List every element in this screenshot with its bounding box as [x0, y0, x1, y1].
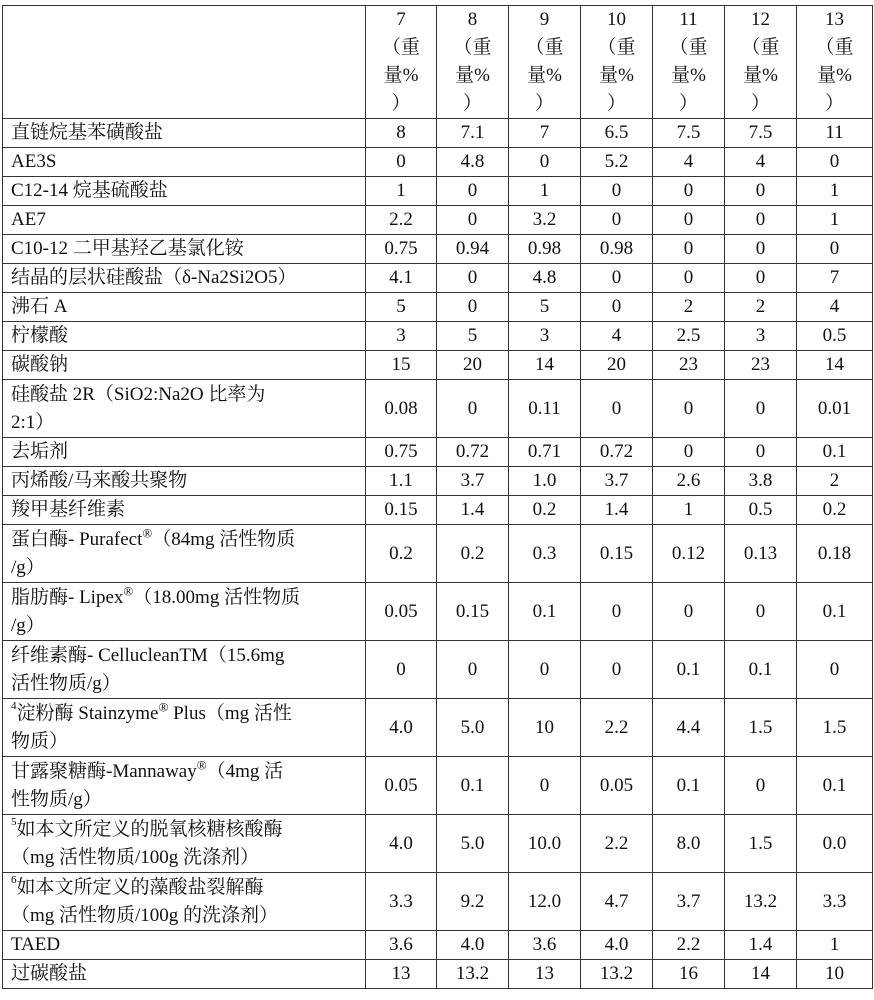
value-cell: 13: [366, 960, 437, 989]
header-col-9: [509, 6, 581, 119]
value-cell: 0: [581, 177, 653, 206]
label-line-1: [11, 381, 359, 409]
value-cell: 0: [581, 264, 653, 293]
value-cell: 3.6: [366, 931, 437, 960]
value-cell: 0.1: [797, 438, 873, 467]
value-cell: 14: [797, 351, 873, 380]
ingredient-label: AE7: [3, 206, 366, 235]
value-cell: 3.6: [509, 931, 581, 960]
value-cell: 0.1: [437, 757, 509, 815]
header-row: [3, 6, 873, 119]
label-line-2: /g）: [11, 614, 45, 636]
value-cell: 0.72: [437, 438, 509, 467]
table-row: [3, 322, 873, 351]
table-body: [3, 119, 873, 989]
value-cell: 0: [366, 641, 437, 699]
header-unit: 量%: [455, 65, 490, 86]
value-cell: 0: [509, 148, 581, 177]
formulation-table-container: [2, 5, 873, 989]
header-col-8: [437, 6, 509, 119]
value-cell: 8.0: [653, 815, 725, 873]
value-cell: 1.4: [581, 496, 653, 525]
header-col-7: [366, 6, 437, 119]
value-cell: 0.98: [509, 235, 581, 264]
value-cell: 3.3: [366, 873, 437, 931]
label-text: Plus（mg 活性: [168, 702, 292, 724]
value-cell: 4: [581, 322, 653, 351]
value-cell: 4: [797, 293, 873, 322]
header-unit: ）: [391, 93, 411, 114]
value-cell: 2: [797, 467, 873, 496]
header-unit: ）: [750, 93, 770, 114]
value-cell: 2: [653, 293, 725, 322]
value-cell: 3: [725, 322, 797, 351]
label-line-2: 活性物质/g）: [11, 672, 121, 694]
value-cell: 0: [797, 641, 873, 699]
ingredient-label: [3, 699, 366, 757]
table-row: [3, 264, 873, 293]
value-cell: 5: [366, 293, 437, 322]
ingredient-label: TAED: [3, 931, 366, 960]
value-cell: 0.75: [366, 235, 437, 264]
header-num: 8: [467, 9, 478, 30]
value-cell: 4.8: [437, 148, 509, 177]
ingredient-label: [3, 583, 366, 641]
ingredient-label: [3, 873, 366, 931]
ingredient-label: 丙烯酸/马来酸共聚物: [3, 467, 366, 496]
value-cell: 3.2: [509, 206, 581, 235]
value-cell: 4.0: [366, 815, 437, 873]
value-cell: 0: [653, 380, 725, 438]
value-cell: 0.05: [581, 757, 653, 815]
value-cell: 13: [509, 960, 581, 989]
value-cell: 0.0: [797, 815, 873, 873]
footnote-marker: 6: [11, 874, 17, 887]
value-cell: 2.2: [366, 206, 437, 235]
header-num: 9: [539, 9, 550, 30]
header-unit: （重: [669, 37, 708, 58]
value-cell: 1.4: [725, 931, 797, 960]
value-cell: 2.2: [653, 931, 725, 960]
ingredient-label: [3, 757, 366, 815]
value-cell: 0: [797, 235, 873, 264]
ingredient-label: [3, 525, 366, 583]
value-cell: 0: [653, 206, 725, 235]
ingredient-label: C10-12 二甲基羟乙基氯化铵: [3, 235, 366, 264]
value-cell: 0: [581, 641, 653, 699]
header-unit: 量%: [671, 65, 706, 86]
value-cell: 5.2: [581, 148, 653, 177]
table-row: [3, 351, 873, 380]
value-cell: 5.0: [437, 699, 509, 757]
label-line-2: 物质）: [11, 730, 69, 752]
value-cell: 10: [509, 699, 581, 757]
value-cell: 12.0: [509, 873, 581, 931]
label-text: 甘露聚糖酶-Mannaway: [11, 760, 197, 782]
header-unit: 量%: [599, 65, 634, 86]
header-num: 13: [825, 9, 844, 30]
value-cell: 0.05: [366, 757, 437, 815]
value-cell: 1: [366, 177, 437, 206]
value-cell: 14: [509, 351, 581, 380]
value-cell: 0.11: [509, 380, 581, 438]
value-cell: 13.2: [581, 960, 653, 989]
value-cell: 0: [581, 583, 653, 641]
label-line-1: [11, 642, 359, 670]
header-unit: ）: [534, 93, 554, 114]
value-cell: 3.8: [725, 467, 797, 496]
value-cell: 0: [653, 235, 725, 264]
value-cell: 0.1: [725, 641, 797, 699]
header-col-10: [581, 6, 653, 119]
value-cell: 5: [509, 293, 581, 322]
value-cell: 4.7: [581, 873, 653, 931]
header-num: 12: [751, 9, 770, 30]
table-row: [3, 293, 873, 322]
header-unit: ）: [678, 93, 698, 114]
header-col-11: [653, 6, 725, 119]
value-cell: 0.18: [797, 525, 873, 583]
value-cell: 5: [437, 322, 509, 351]
value-cell: 0.94: [437, 235, 509, 264]
value-cell: 0: [509, 757, 581, 815]
label-text: 硅酸盐 2R（SiO2:Na2O 比率为: [11, 383, 266, 405]
value-cell: 4.1: [366, 264, 437, 293]
value-cell: 3.3: [797, 873, 873, 931]
value-cell: 0.2: [437, 525, 509, 583]
value-cell: 0.2: [366, 525, 437, 583]
value-cell: 4.0: [581, 931, 653, 960]
label-text: 蛋白酶- Purafect: [11, 528, 143, 550]
value-cell: 1: [797, 206, 873, 235]
label-line-1: [11, 816, 359, 844]
table-row: [3, 699, 873, 757]
value-cell: 7.5: [653, 119, 725, 148]
table-row: [3, 960, 873, 989]
value-cell: 0.5: [725, 496, 797, 525]
value-cell: 0: [725, 380, 797, 438]
value-cell: 0: [725, 583, 797, 641]
ingredient-label: 柠檬酸: [3, 322, 366, 351]
header-unit: ）: [606, 93, 626, 114]
value-cell: 7.5: [725, 119, 797, 148]
ingredient-label: [3, 380, 366, 438]
value-cell: 0.1: [797, 583, 873, 641]
value-cell: 0: [581, 293, 653, 322]
value-cell: 0: [725, 177, 797, 206]
value-cell: 0.3: [509, 525, 581, 583]
label-text: 如本文所定义的脱氧核糖核酸酶: [16, 818, 283, 840]
value-cell: 1: [509, 177, 581, 206]
table-row: [3, 467, 873, 496]
table-row: [3, 148, 873, 177]
header-col-12: [725, 6, 797, 119]
value-cell: 15: [366, 351, 437, 380]
header-unit: （重: [381, 37, 420, 58]
header-unit: （重: [453, 37, 492, 58]
table-row: [3, 757, 873, 815]
value-cell: 1.4: [437, 496, 509, 525]
formulation-table: [2, 5, 873, 989]
table-row: [3, 206, 873, 235]
label-text: 如本文所定义的藻酸盐裂解酶: [16, 876, 264, 898]
header-unit: 量%: [743, 65, 778, 86]
table-row: [3, 177, 873, 206]
value-cell: 2.2: [581, 699, 653, 757]
value-cell: 6.5: [581, 119, 653, 148]
value-cell: 20: [437, 351, 509, 380]
value-cell: 7: [509, 119, 581, 148]
value-cell: 2.6: [653, 467, 725, 496]
value-cell: 2.2: [581, 815, 653, 873]
ingredient-label: [3, 641, 366, 699]
label-line-1: [11, 700, 359, 728]
header-unit: （重: [741, 37, 780, 58]
value-cell: 3.7: [653, 873, 725, 931]
value-cell: 4.0: [366, 699, 437, 757]
registered-mark-icon: ®: [142, 525, 153, 541]
value-cell: 4.0: [437, 931, 509, 960]
label-line-2: 2:1）: [11, 411, 55, 433]
table-row: [3, 496, 873, 525]
value-cell: 0: [653, 264, 725, 293]
table-row: [3, 641, 873, 699]
value-cell: 8: [366, 119, 437, 148]
value-cell: 2.5: [653, 322, 725, 351]
value-cell: 0.75: [366, 438, 437, 467]
value-cell: 1.0: [509, 467, 581, 496]
ingredient-label: 碳酸钠: [3, 351, 366, 380]
value-cell: 0: [797, 148, 873, 177]
value-cell: 0.1: [509, 583, 581, 641]
value-cell: 0.72: [581, 438, 653, 467]
ingredient-label: 直链烷基苯磺酸盐: [3, 119, 366, 148]
value-cell: 0: [366, 148, 437, 177]
table-row: [3, 583, 873, 641]
label-line-2: 性物质/g）: [11, 788, 102, 810]
registered-mark-icon: ®: [158, 699, 169, 715]
table-row: [3, 119, 873, 148]
label-line-2: （mg 活性物质/100g 洗涤剂）: [11, 846, 260, 868]
value-cell: 0.05: [366, 583, 437, 641]
header-unit: （重: [597, 37, 636, 58]
value-cell: 3.7: [581, 467, 653, 496]
ingredient-label: [3, 815, 366, 873]
header-col-13: [797, 6, 873, 119]
value-cell: 0: [437, 380, 509, 438]
value-cell: 3: [509, 322, 581, 351]
value-cell: 0.13: [725, 525, 797, 583]
value-cell: 0.01: [797, 380, 873, 438]
value-cell: 9.2: [437, 873, 509, 931]
value-cell: 2: [725, 293, 797, 322]
value-cell: 23: [653, 351, 725, 380]
label-text: 纤维素酶- CellucleanTM（15.6mg: [11, 644, 285, 666]
table-row: [3, 815, 873, 873]
value-cell: 4.4: [653, 699, 725, 757]
label-text: 淀粉酶 Stainzyme: [16, 702, 159, 724]
value-cell: 3: [366, 322, 437, 351]
value-cell: 0.1: [653, 757, 725, 815]
label-text: 脂肪酶- Lipex: [11, 586, 124, 608]
value-cell: 0: [437, 293, 509, 322]
value-cell: 14: [725, 960, 797, 989]
ingredient-label: AE3S: [3, 148, 366, 177]
value-cell: 11: [797, 119, 873, 148]
label-text: （84mg 活性物质: [152, 528, 296, 550]
footnote-marker: 5: [11, 816, 17, 829]
value-cell: 0.12: [653, 525, 725, 583]
value-cell: 0: [653, 438, 725, 467]
registered-mark-icon: ®: [123, 583, 134, 599]
value-cell: 1: [653, 496, 725, 525]
value-cell: 0.15: [437, 583, 509, 641]
value-cell: 0: [437, 177, 509, 206]
label-text: （4mg 活: [206, 760, 284, 782]
value-cell: 0.2: [797, 496, 873, 525]
value-cell: 20: [581, 351, 653, 380]
value-cell: 0: [653, 583, 725, 641]
value-cell: 0.1: [653, 641, 725, 699]
table-row: [3, 235, 873, 264]
label-line-1: [11, 758, 359, 786]
value-cell: 0.71: [509, 438, 581, 467]
value-cell: 4.8: [509, 264, 581, 293]
label-line-2: /g）: [11, 556, 45, 578]
table-row: [3, 931, 873, 960]
value-cell: 0: [653, 177, 725, 206]
table-row: [3, 525, 873, 583]
value-cell: 0.08: [366, 380, 437, 438]
value-cell: 13.2: [725, 873, 797, 931]
value-cell: 16: [653, 960, 725, 989]
value-cell: 0.98: [581, 235, 653, 264]
header-unit: （重: [525, 37, 564, 58]
value-cell: 1: [797, 177, 873, 206]
value-cell: 7: [797, 264, 873, 293]
value-cell: 0.15: [581, 525, 653, 583]
value-cell: 10.0: [509, 815, 581, 873]
value-cell: 0: [581, 380, 653, 438]
value-cell: 4: [725, 148, 797, 177]
value-cell: 0: [437, 206, 509, 235]
value-cell: 1.5: [725, 815, 797, 873]
value-cell: 0: [509, 641, 581, 699]
header-unit: 量%: [817, 65, 852, 86]
value-cell: 0.1: [797, 757, 873, 815]
value-cell: 1.1: [366, 467, 437, 496]
footnote-marker: 4: [11, 700, 17, 713]
value-cell: 5.0: [437, 815, 509, 873]
ingredient-label: 过碳酸盐: [3, 960, 366, 989]
value-cell: 3.7: [437, 467, 509, 496]
ingredient-label: C12-14 烷基硫酸盐: [3, 177, 366, 206]
value-cell: 10: [797, 960, 873, 989]
value-cell: 4: [653, 148, 725, 177]
registered-mark-icon: ®: [196, 757, 207, 773]
header-num: 7: [396, 9, 406, 30]
header-unit: ）: [462, 93, 482, 114]
value-cell: 13.2: [437, 960, 509, 989]
value-cell: 0: [725, 206, 797, 235]
ingredient-label: 结晶的层状硅酸盐（δ-Na2Si2O5）: [3, 264, 366, 293]
value-cell: 0: [725, 235, 797, 264]
value-cell: 0: [581, 206, 653, 235]
table-row: [3, 438, 873, 467]
value-cell: 0: [725, 757, 797, 815]
value-cell: 0: [437, 641, 509, 699]
value-cell: 1.5: [725, 699, 797, 757]
table-row: [3, 873, 873, 931]
header-unit: 量%: [383, 65, 419, 86]
header-unit: 量%: [527, 65, 562, 86]
ingredient-label: 羧甲基纤维素: [3, 496, 366, 525]
value-cell: 0.2: [509, 496, 581, 525]
value-cell: 1: [797, 931, 873, 960]
value-cell: 7.1: [437, 119, 509, 148]
value-cell: 0: [437, 264, 509, 293]
value-cell: 1.5: [797, 699, 873, 757]
value-cell: 23: [725, 351, 797, 380]
value-cell: 0: [725, 438, 797, 467]
header-num: 11: [679, 9, 698, 30]
header-unit: ）: [824, 93, 844, 114]
value-cell: 0.15: [366, 496, 437, 525]
label-line-1: [11, 874, 359, 902]
label-line-1: [11, 526, 359, 554]
label-line-1: [11, 584, 359, 612]
label-text: （18.00mg 活性物质: [133, 586, 301, 608]
header-label-cell: [3, 6, 366, 119]
table-row: [3, 380, 873, 438]
header-num: 10: [607, 9, 626, 30]
ingredient-label: 沸石 A: [3, 293, 366, 322]
value-cell: 0: [725, 264, 797, 293]
ingredient-label: 去垢剂: [3, 438, 366, 467]
value-cell: 0.5: [797, 322, 873, 351]
label-line-2: （mg 活性物质/100g 的洗涤剂）: [11, 904, 279, 926]
header-unit: （重: [815, 37, 854, 58]
